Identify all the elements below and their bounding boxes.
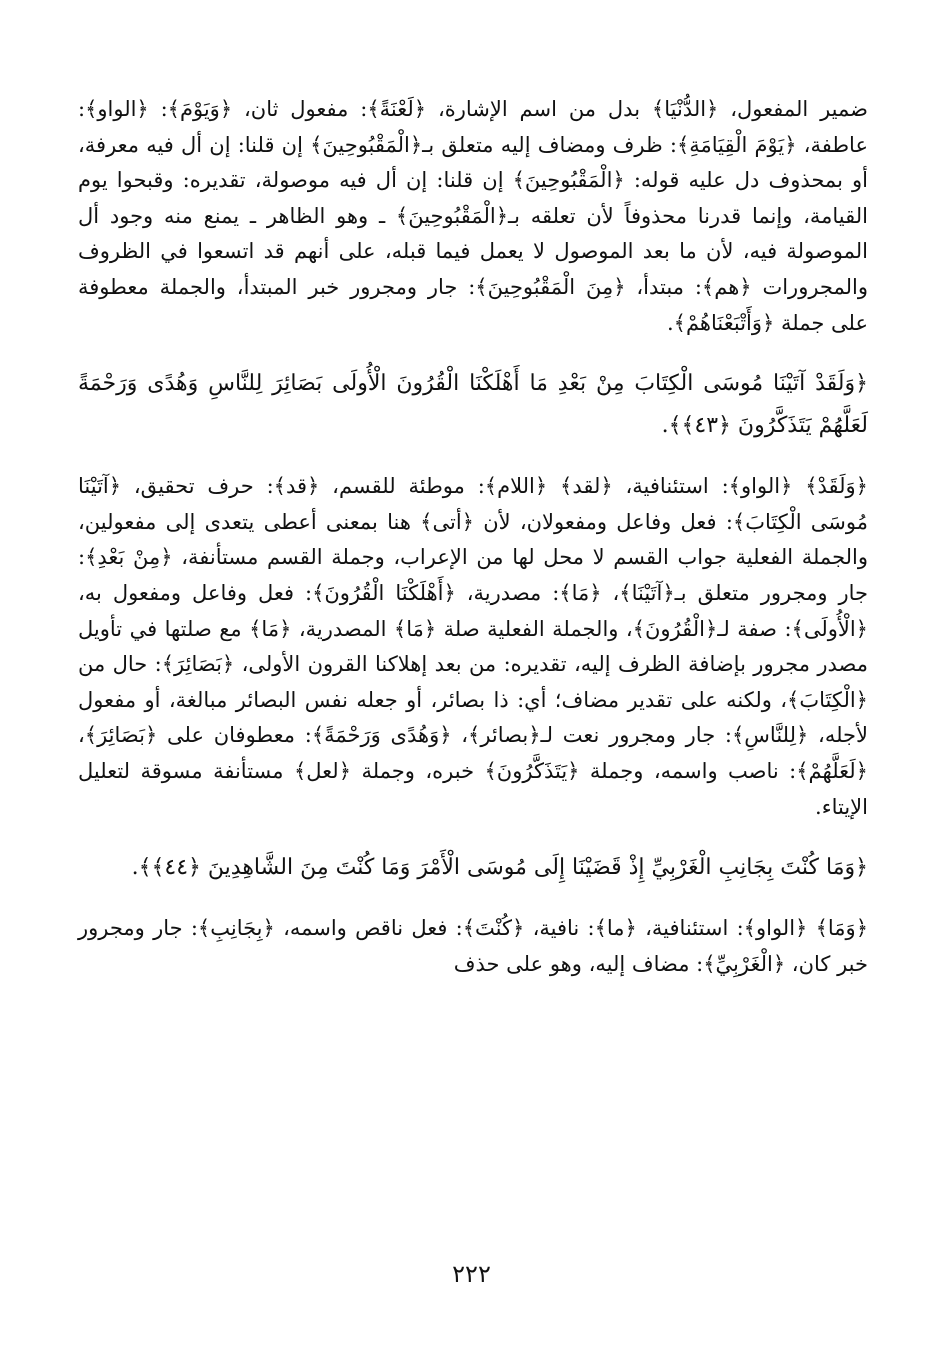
paragraph-grammar-2: ﴿وَلَقَدْ﴾ ﴿الواو﴾: استئنافية، ﴿لقد﴾ ﴿اللام﴾: موطئة للقسم، ﴿قد﴾: حرف تحقيق، ﴿آتَيْنَا مُوسَى الْكِتَابَ﴾: فعل وفاعل ومفعولان، لأن ﴿أتى﴾ هنا بمعنى أعطى يتعدى إلى مفعولين، والجملة الفعلية جواب القسم لا محل لها من الإعراب، وجملة القسم مستأنفة، ﴿مِنْ بَعْدِ﴾: جار ومجرور متعلق بـ﴿آتَيْنَا﴾، ﴿مَا﴾: مصدرية، ﴿أَهْلَكْنَا الْقُرُونَ﴾: فعل وفاعل ومفعول به، ﴿الْأُولَى﴾: صفة لـ﴿الْقُرُونَ﴾، والجملة الفعلية صلة ﴿مَا﴾ المصدرية، ﴿مَا﴾ مع صلتها في تأويل مصدر مجرور بإضافة الظرف إليه، تقديره: من بعد إهلاكنا القرون الأولى، ﴿بَصَائِرَ﴾: حال من ﴿الْكِتَابَ﴾، ولكنه على تقدير مضاف؛ أي: ذا بصائر، أو جعله نفس البصائر مبالغة، أو مفعول لأجله، ﴿لِلنَّاسِ﴾: جار ومجرور نعت لـ﴿بصائر﴾، ﴿وَهُدًى وَرَحْمَةً﴾: معطوفان على ﴿بَصَائِرَ﴾، ﴿لَعَلَّهُمْ﴾: ناصب واسمه، وجملة ﴿يَتَذَكَّرُونَ﴾ خبره، وجملة ﴿لعل﴾ مستأنفة مسوقة لتعليل الإيتاء.: [78, 474, 868, 819]
spacer: [78, 889, 868, 911]
quran-verse-44: ﴿وَمَا كُنْتَ بِجَانِبِ الْغَرْبِيِّ إِذْ قَضَيْنَا إِلَى مُوسَى الْأَمْرَ وَمَا كُنْتَ مِنَ الشَّاهِدِينَ ﴿٤٤﴾﴾.: [131, 855, 868, 881]
quran-verse-43: ﴿وَلَقَدْ آتَيْنَا مُوسَى الْكِتَابَ مِنْ بَعْدِ مَا أَهْلَكْنَا الْقُرُونَ الْأُولَى بَصَائِرَ لِلنَّاسِ وَهُدًى وَرَحْمَةً لَعَلَّهُمْ يَتَذَكَّرُونَ ﴿٤٣﴾﴾.: [78, 371, 868, 439]
page-content: [78, 92, 868, 982]
paragraph-grammar-3: ﴿وَمَا﴾ ﴿الواو﴾: استئنافية، ﴿ما﴾: نافية، ﴿كُنْتَ﴾: فعل ناقص واسمه، ﴿بِجَانِبِ﴾: جار ومجرور خبر كان، ﴿الْغَرْبِيِّ﴾: مضاف إليه، وهو على حذف: [78, 916, 868, 976]
spacer: [78, 341, 868, 363]
spacer: [78, 825, 868, 847]
paragraph-grammar-1: ضمير المفعول، ﴿الدُّنْيَا﴾ بدل من اسم الإشارة، ﴿لَعْنَةً﴾: مفعول ثان، ﴿وَيَوْمَ﴾: ﴿الواو﴾: عاطفة، ﴿يَوْمَ الْقِيَامَةِ﴾: ظرف ومضاف إليه متعلق بـ﴿الْمَقْبُوحِينَ﴾ إن قلنا: إن أل فيه معرفة، أو بمحذوف دل عليه قوله: ﴿الْمَقْبُوحِينَ﴾ إن قلنا: إن أل فيه موصولة، تقديره: وقبحوا يوم القيامة، وإنما قدرنا محذوفاً لأن تعلقه بـ﴿الْمَقْبُوحِينَ﴾ ـ وهو الظاهر ـ يمنع منه وجود أل الموصولة فيه، لأن ما بعد الموصول لا يعمل فيما قبله، على أنهم قد اتسعوا في الظروف والمجرورات ﴿هم﴾: مبتدأ، ﴿مِنَ الْمَقْبُوحِينَ﴾: جار ومجرور خبر المبتدأ، والجملة معطوفة على جملة ﴿وَأَتْبَعْنَاهُمْ﴾.: [78, 97, 868, 335]
page-number: ٢٢٢: [452, 1260, 491, 1288]
spacer: [78, 447, 868, 469]
